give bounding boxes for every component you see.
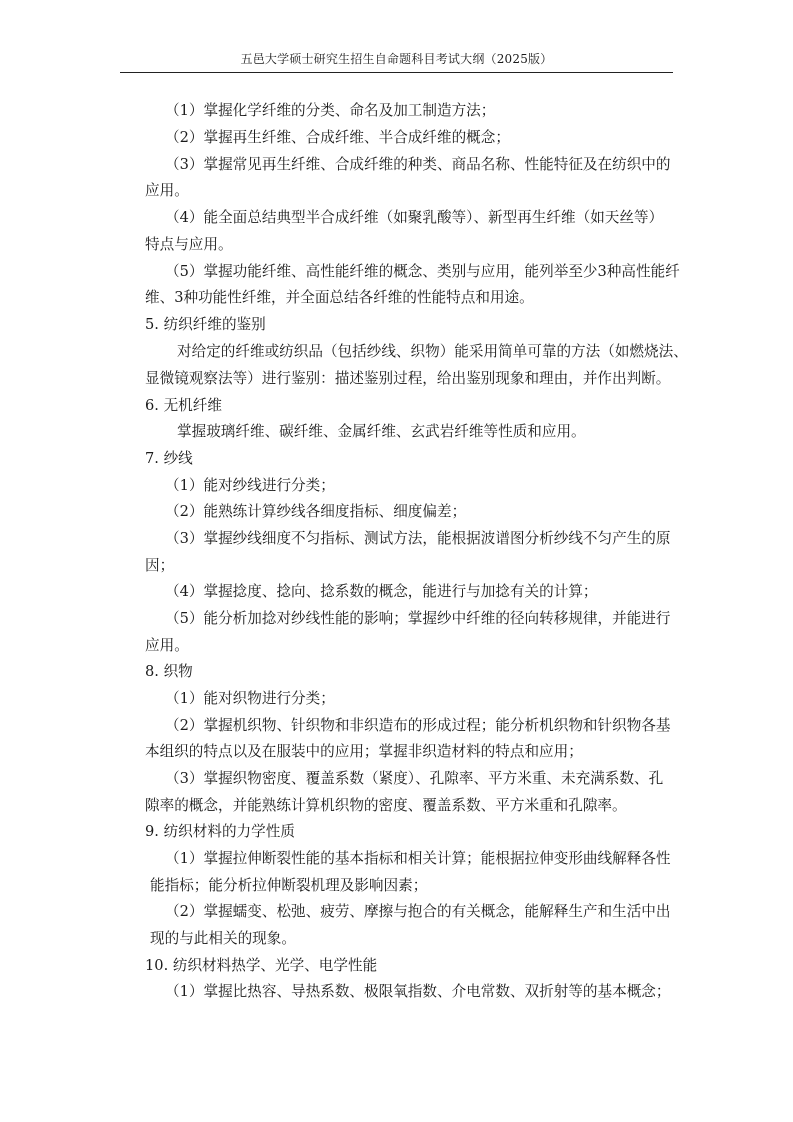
text-line: 能指标；能分析拉伸断裂机理及影响因素； <box>150 877 428 894</box>
text-line: 本组织的特点以及在服装中的应用；掌握非织造材料的特点和应用； <box>145 743 583 760</box>
text-line: （3）掌握织物密度、覆盖系数（紧度）、孔隙率、平方米重、未充满系数、孔 <box>165 770 664 787</box>
text-line: 掌握玻璃纤维、碳纤维、金属纤维、玄武岩纤维等性质和应用。 <box>177 423 586 440</box>
text-line: （1）掌握拉伸断裂性能的基本指标和相关计算；能根据拉伸变形曲线解释各性 <box>165 850 671 867</box>
text-line: 对给定的纤维或纺织品（包括纱线、织物）能采用简单可靠的方法（如燃烧法、 <box>177 343 688 360</box>
section-heading: 6. 无机纤维 <box>145 397 222 414</box>
section-heading: 8. 织物 <box>145 663 193 680</box>
text-line: 维、3种功能性纤维，并全面总结各纤维的性能特点和用途。 <box>145 289 534 306</box>
text-line: （2）掌握蠕变、松弛、疲劳、摩擦与抱合的有关概念，能解释生产和生活中出 <box>165 903 671 920</box>
text-line: （1）能对纱线进行分类； <box>165 477 335 494</box>
text-line: 显微镜观察法等）进行鉴别：描述鉴别过程，给出鉴别现象和理由，并作出判断。 <box>145 370 671 387</box>
text-line: 应用。 <box>145 182 189 199</box>
text-line: 应用。 <box>145 637 189 654</box>
text-line: （2）掌握机织物、针织物和非织造布的形成过程；能分析机织物和针织物各基 <box>165 717 671 734</box>
text-line: （4）能全面总结典型半合成纤维（如聚乳酸等）、新型再生纤维（如天丝等） <box>165 209 664 226</box>
text-line: （1）能对织物进行分类； <box>165 690 335 707</box>
text-line: 隙率的概念，并能熟练计算机织物的密度、覆盖系数、平方米重和孔隙率。 <box>145 797 627 814</box>
text-line: （3）掌握纱线细度不匀指标、测试方法，能根据波谱图分析纱线不匀产生的原 <box>165 530 671 547</box>
text-line: （4）掌握捻度、捻向、捻系数的概念，能进行与加捻有关的计算； <box>165 583 598 600</box>
section-heading: 7. 纱线 <box>145 450 193 467</box>
text-line: 现的与此相关的现象。 <box>150 930 296 947</box>
section-heading: 9. 纺织材料的力学性质 <box>145 823 295 840</box>
section-heading: 5. 纺织纤维的鉴别 <box>145 316 266 333</box>
text-line: （1）掌握比热容、导热系数、极限氧指数、介电常数、双折射等的基本概念； <box>165 983 671 1000</box>
text-line: （3）掌握常见再生纤维、合成纤维的种类、商品名称、性能特征及在纺织中的 <box>165 156 671 173</box>
text-line: （2）掌握再生纤维、合成纤维、半合成纤维的概念； <box>165 129 510 146</box>
section-heading: 10. 纺织材料热学、光学、电学性能 <box>145 957 378 974</box>
text-line: （5）掌握功能纤维、高性能纤维的概念、类别与应用，能列举至少3种高性能纤 <box>165 263 680 280</box>
text-line: （1）掌握化学纤维的分类、命名及加工制造方法； <box>165 102 496 119</box>
text-line: 特点与应用。 <box>145 236 233 253</box>
text-line: （2）能熟练计算纱线各细度指标、细度偏差； <box>165 503 467 520</box>
text-line: 因； <box>145 557 175 574</box>
text-line: （5）能分析加捻对纱线性能的影响；掌握纱中纤维的径向转移规律，并能进行 <box>165 610 671 627</box>
page-header-title: 五邑大学硕士研究生招生自命题科目考试大纲（2025版） <box>240 52 553 66</box>
header-divider <box>120 72 673 73</box>
